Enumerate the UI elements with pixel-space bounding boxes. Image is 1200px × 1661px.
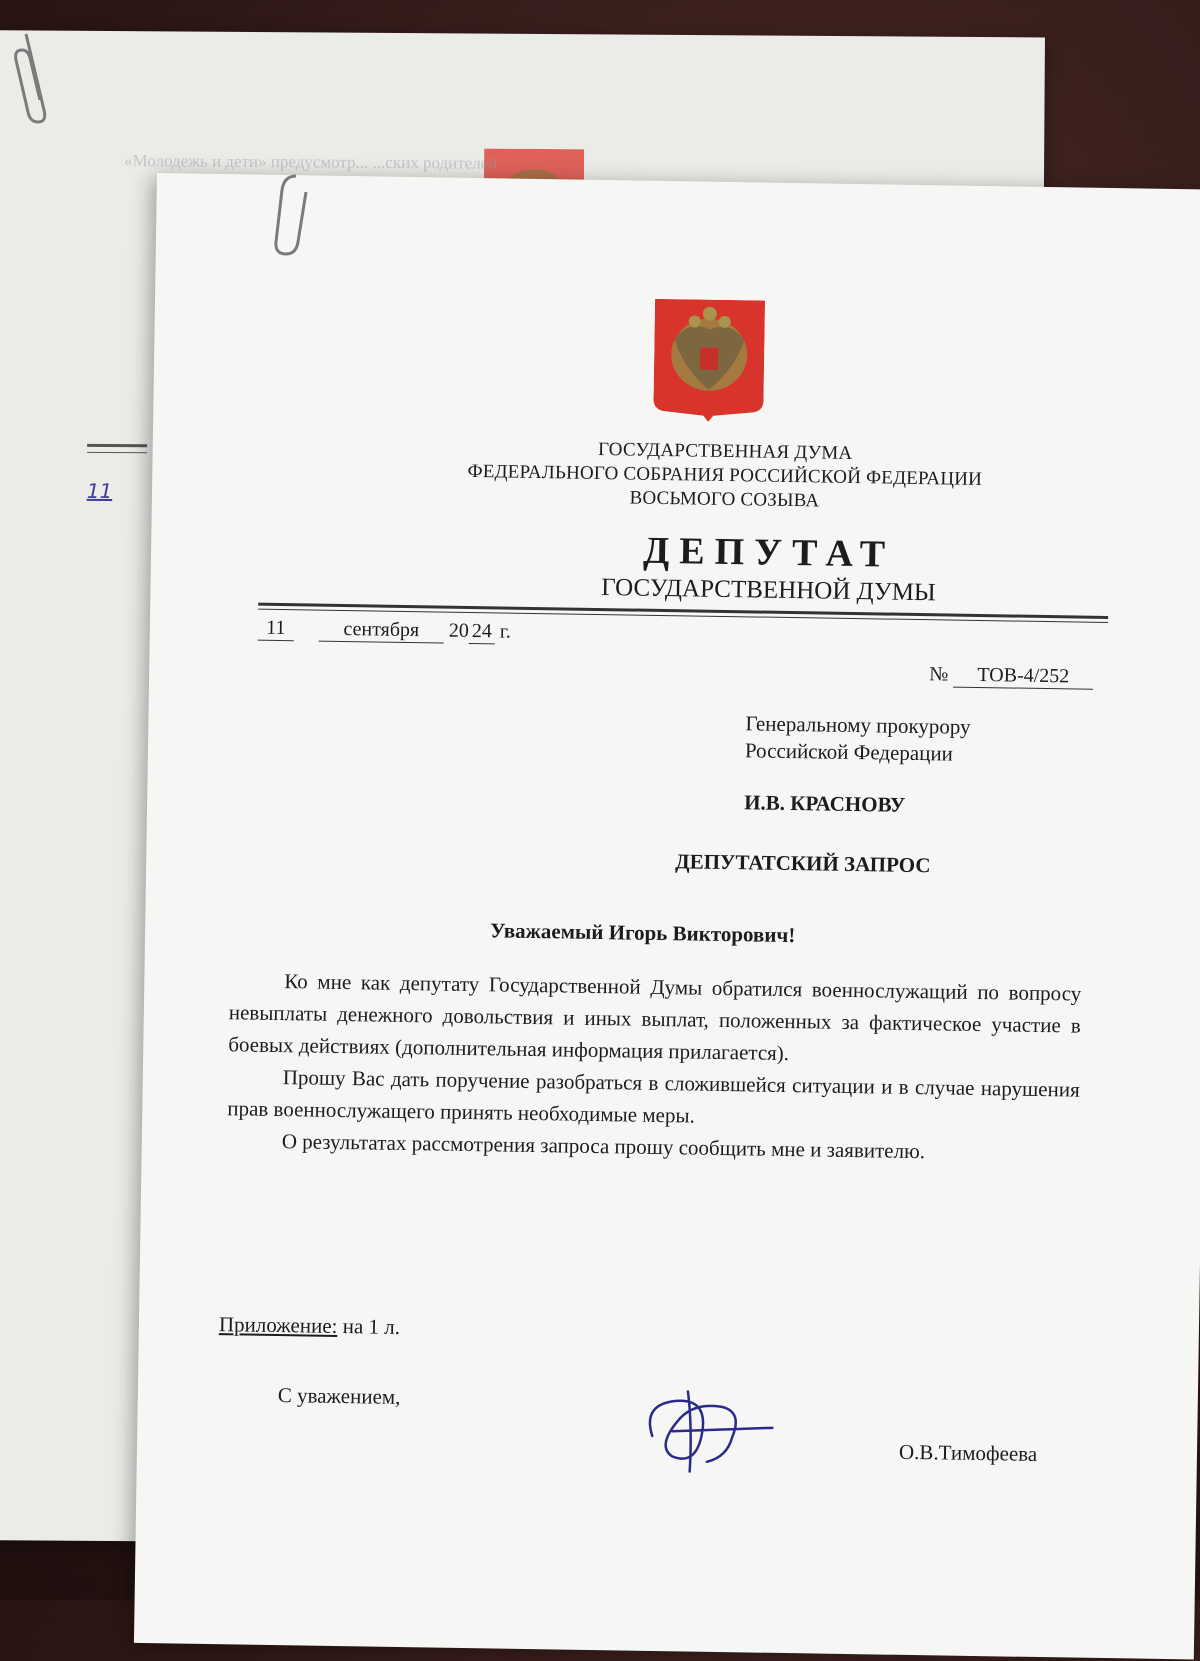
background-divider bbox=[87, 444, 147, 453]
addressee-line-1: Генеральному прокурору bbox=[745, 711, 971, 739]
date-year-prefix: 20 bbox=[448, 619, 470, 642]
document-date bbox=[258, 617, 511, 645]
paper-clip-icon bbox=[14, 30, 54, 126]
addressee-block bbox=[745, 710, 971, 768]
attachment-note bbox=[219, 1312, 400, 1340]
date-day: 11 bbox=[258, 617, 294, 642]
letter-page bbox=[134, 173, 1200, 1659]
letterhead-title: ДЕПУТАТ bbox=[642, 529, 896, 576]
date-year-suffix: 24 bbox=[469, 620, 495, 644]
number-value: ТОВ-4/252 bbox=[953, 664, 1093, 690]
org-line-1: ГОСУДАРСТВЕННАЯ ДУМА bbox=[597, 438, 853, 464]
org-line-3: ВОСЬМОГО СОЗЫВА bbox=[629, 487, 820, 512]
paragraph: Ко мне как депутату Государственной Думы обратился военнослужащий по вопросу невыплаты денежного довольствия и иных выплат, положенных за фактическое участие в боевых действиях (дополнительная информация прилагается). bbox=[228, 969, 1082, 1066]
signer-name: О.В.Тимофеева bbox=[898, 1439, 1038, 1466]
org-line-2: ФЕДЕРАЛЬНОГО СОБРАНИЯ РОССИЙСКОЙ ФЕДЕРАЦИИ bbox=[467, 460, 983, 490]
attachment-value: на 1 л. bbox=[342, 1314, 401, 1339]
date-month: сентября bbox=[319, 618, 444, 644]
recipient-name: И.В. КРАСНОВУ bbox=[743, 790, 906, 817]
letterhead-subtitle: ГОСУДАРСТВЕННОЙ ДУМЫ bbox=[601, 574, 936, 607]
letter-body bbox=[227, 964, 1082, 1169]
number-label: № bbox=[929, 663, 949, 686]
addressee-line-2: Российской Федерации bbox=[744, 738, 954, 766]
background-date: 11 bbox=[86, 478, 113, 504]
organization-name bbox=[152, 431, 1200, 520]
date-year-mark: г. bbox=[499, 620, 511, 643]
paper-clip-icon bbox=[270, 172, 312, 258]
closing-phrase: С уважением, bbox=[277, 1383, 401, 1409]
signature-icon bbox=[632, 1376, 784, 1478]
paragraph: Прошу Вас дать поручение разобраться в сложившейся ситуации и в случае нарушения прав военнослужащего принять необходимые меры. bbox=[227, 1065, 1080, 1128]
salutation: Уважаемый Игорь Викторович! bbox=[489, 918, 796, 948]
paragraph: О результатах рассмотрения запроса прошу сообщить мне и заявителю. bbox=[281, 1129, 926, 1164]
coat-of-arms-icon bbox=[653, 299, 765, 423]
attachment-label: Приложение: bbox=[218, 1312, 338, 1338]
request-title: ДЕПУТАТСКИЙ ЗАПРОС bbox=[675, 849, 931, 878]
background-faded-text: «Молодежь и дети» предусмотр... ...ских родителей bbox=[124, 151, 498, 173]
document-number bbox=[929, 663, 1093, 690]
